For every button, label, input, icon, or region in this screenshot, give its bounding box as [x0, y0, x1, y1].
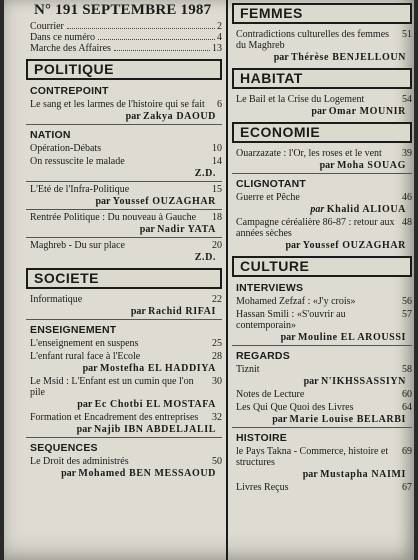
author-line: par Youssef OUZAGHAR — [95, 196, 216, 207]
toc-entry-malade: On ressuscite le malade 14 Z.D. — [30, 156, 222, 179]
divider — [26, 437, 222, 438]
toc-entry-msid: Le Msid : L'Enfant est un cumin que l'on pile 30 par Ec Chotbi EL MOSTAFA — [30, 376, 222, 410]
toc-entry-habitat: Le Bail et la Crise du Logement 54 par Omar MOUNIR — [236, 94, 412, 117]
divider — [26, 237, 222, 238]
toc-item-dans-ce-numero: Dans ce numéro 4 — [30, 32, 222, 43]
toc-entry-droit: Le Droit des administrés 50 par Mohamed BEN MESSAOUD — [30, 456, 222, 479]
toc-entry-guerre-peche: Guerre et Pêche 46 par Khalid ALIOUA — [236, 192, 412, 215]
toc-entry-livres-recus: Livres Reçus 67 — [236, 482, 412, 493]
author-line: par Mouline EL AROUSSI — [280, 332, 406, 343]
subsection-enseignement: ENSEIGNEMENT — [30, 324, 117, 336]
left-column — [26, 0, 222, 479]
toc-entry-pays-takna: le Pays Takna - Commerce, histoire et structures 69 par Mustapha NAIMI — [236, 446, 412, 480]
toc-entry-ouarzazate: Ouarzazate : l'Or, les roses et le vent 39 par Moha SOUAG — [236, 148, 412, 171]
toc-item-courrier: Courrier 2 — [30, 21, 222, 32]
subsection-sequences: SEQUENCES — [30, 442, 98, 454]
author-line: Z.D. — [194, 168, 216, 179]
author-line: par Omar MOUNIR — [311, 106, 406, 117]
toc-entry-smili: Hassan Smili : «S'ouvrir au contemporain» 57 par Mouline EL AROUSSI — [236, 309, 412, 343]
author-line: par Nadir YATA — [139, 224, 216, 235]
divider — [232, 345, 412, 346]
column-divider — [226, 0, 228, 560]
section-habitat: HABITAT — [232, 68, 412, 89]
right-column — [232, 0, 412, 493]
divider — [26, 209, 222, 210]
author-line: par Mohamed BEN MESSAOUD — [61, 468, 216, 479]
divider — [232, 427, 412, 428]
toc-entry-notes-lecture: Notes de Lecture 60 — [236, 389, 412, 400]
toc-entry-formation: Formation et Encadrement des entreprises 32 par Najib IBN ABDELJALIL — [30, 412, 222, 435]
magazine-page — [4, 0, 414, 560]
section-femmes: FEMMES — [232, 3, 412, 24]
author-line: par Ec Chotbi EL MOSTAFA — [77, 399, 216, 410]
author-line: par Moha SOUAG — [319, 160, 406, 171]
author-line: par Mustapha NAIMI — [302, 469, 406, 480]
author-line: Z.D. — [194, 252, 216, 263]
author-line: par Zakya DAOUD — [125, 111, 216, 122]
author-line: par Khalid ALIOUA — [310, 204, 406, 215]
author-line: par Najib IBN ABDELJALIL — [76, 424, 216, 435]
divider — [232, 173, 412, 174]
toc-entry-suspens: L'enseignement en suspens 25 — [30, 338, 222, 349]
author-line: par Marie Louise BELARBI — [272, 414, 406, 425]
toc-item-marche-affaires: Marche des Affaires 13 — [30, 43, 222, 54]
toc-entry-informatique: Informatique 22 par Rachid RIFAI — [30, 294, 222, 317]
toc-entry-tiznit: Tiznit 58 par N'IKHSSASSIYN — [236, 364, 412, 387]
section-culture: CULTURE — [232, 256, 412, 277]
divider — [26, 124, 222, 125]
toc-entry-qui-que-quoi: Les Qui Que Quoi des Livres 64 par Marie Louise BELARBI — [236, 402, 412, 425]
divider — [26, 181, 222, 182]
author-line: par N'IKHSSASSIYN — [303, 376, 406, 387]
section-politique: POLITIQUE — [26, 59, 222, 80]
author-line: par Thérèse BENJELLOUN — [273, 52, 406, 63]
author-line: par Mostefha EL HADDIYA — [82, 363, 216, 374]
author-line: par Youssef OUZAGHAR — [285, 240, 406, 251]
section-economie: ECONOMIE — [232, 122, 412, 143]
author-line: par Rachid RIFAI — [130, 306, 216, 317]
toc-entry-operation-debats: Opération-Débats 10 — [30, 143, 222, 154]
divider — [26, 319, 222, 320]
toc-entry-zefzaf: Mohamed Zefzaf : «J'y crois» 56 — [236, 296, 412, 307]
subsection-regards: REGARDS — [236, 350, 290, 362]
subsection-interviews: INTERVIEWS — [236, 282, 304, 294]
section-societe: SOCIETE — [26, 268, 222, 289]
toc-entry-femmes: Contradictions culturelles des femmes du Maghreb 51 par Thérèse BENJELLOUN — [236, 29, 412, 63]
subsection-histoire: HISTOIRE — [236, 432, 287, 444]
subsection-contrepoint: CONTREPOINT — [30, 85, 109, 97]
subsection-clignotant: CLIGNOTANT — [236, 178, 307, 190]
issue-header: N° 191 SEPTEMBRE 1987 — [34, 2, 212, 18]
toc-entry-enfant-rural: L'enfant rural face à l'Ecole 28 par Mostefha EL HADDIYA — [30, 351, 222, 374]
toc-entry-rentree: Rentrée Politique : Du nouveau à Gauche 18 par Nadir YATA — [30, 212, 222, 235]
toc-entry-campagne: Campagne céréalière 86-87 : retour aux années sèches 48 par Youssef OUZAGHAR — [236, 217, 412, 251]
toc-entry-maghreb: Maghreb - Du sur place 20 Z.D. — [30, 240, 222, 263]
toc-entry-contrepoint: Le sang et les larmes de l'histoire qui se fait 6 par Zakya DAOUD — [30, 99, 222, 122]
subsection-nation: NATION — [30, 129, 71, 141]
toc-entry-infra-politique: L'Eté de l'Infra-Politique 15 par Youssef OUZAGHAR — [30, 184, 222, 207]
